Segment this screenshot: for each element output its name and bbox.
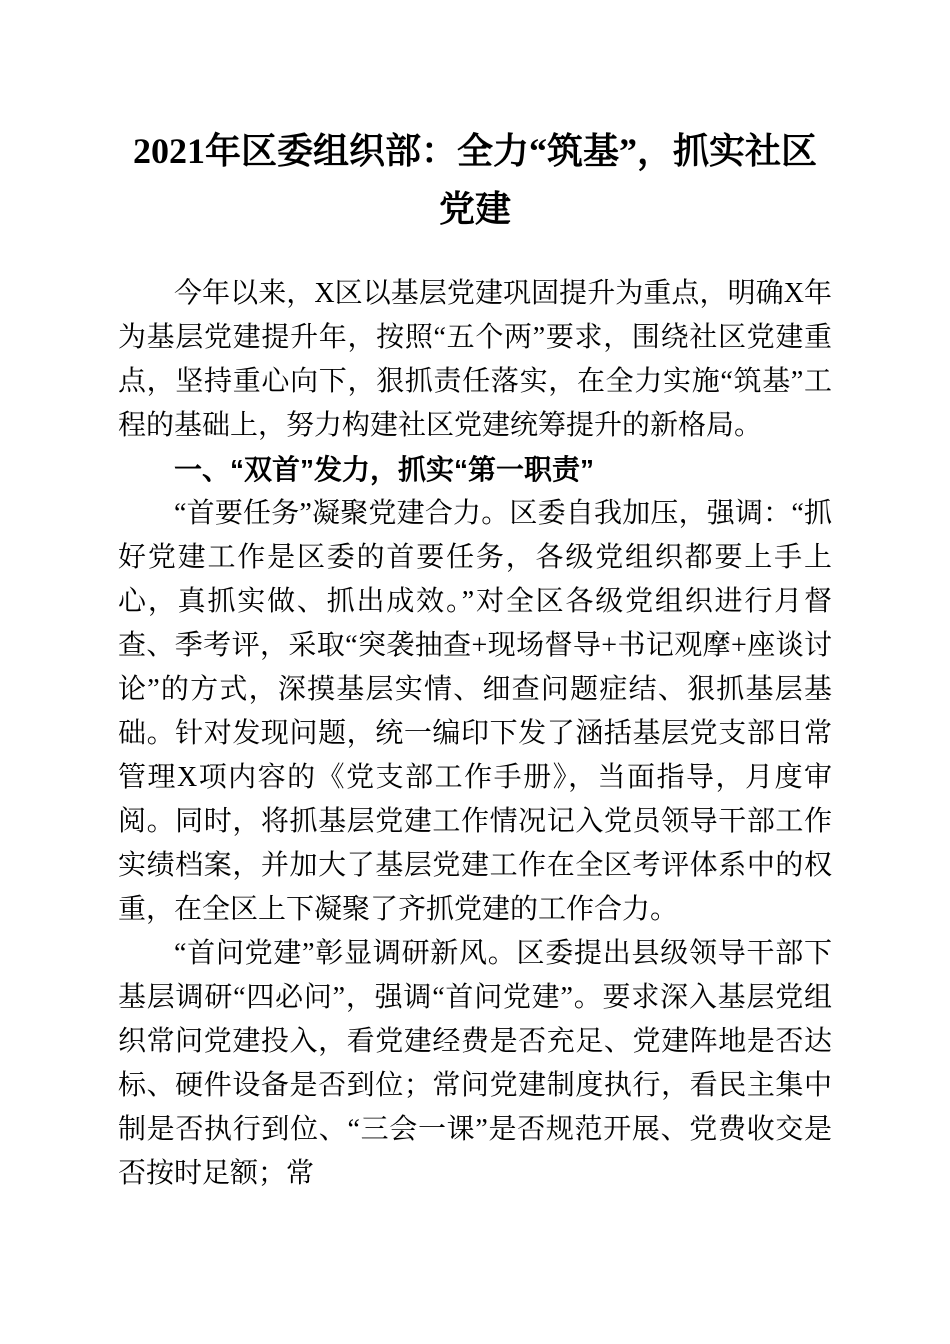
paragraph-first-task: “首要任务”凝聚党建合力。区委自我加压，强调：“抓好党建工作是区委的首要任务，各级党组织都要上手上心，真抓实做、抓出成效。”对全区各级党组织进行月督查、季考评，采取“突袭抽查+现场督导+书记观摩+座谈讨论”的方式，深摸基层实情、细查问题症结、狠抓基层基础。针对发现问题，统一编印下发了涵括基层党支部日常管理X项内容的《党支部工作手册》，当面指导，月度审阅。同时，将抓基层党建工作情况记入党员领导干部工作实绩档案，并加大了基层党建工作在全区考评体系中的权重，在全区上下凝聚了齐抓党建的工作合力。 — [118, 498, 832, 925]
document-title: 2021年区委组织部：全力“筑基”，抓实社区党建 — [132, 131, 817, 229]
paragraph-overview: 今年以来，X区以基层党建巩固提升为重点，明确X年为基层党建提升年，按照“五个两”要求，围绕社区党建重点，坚持重心向下，狠抓责任落实，在全力实施“筑基”工程的基础上，努力构建社区党建统筹提升的新格局。 — [118, 278, 832, 441]
paragraph-first-question: “首问党建”彰显调研新风。区委提出县级领导干部下基层调研“四必问”，强调“首问党建”。要求深入基层党组织常问党建投入，看党建经费是否充足、党建阵地是否达标、硬件设备是否到位；常问党建制度执行，看民主集中制是否执行到位、“三会一课”是否规范开展、党费收交是否按时足额；常 — [118, 938, 832, 1189]
section-heading-1: 一、“双首”发力，抓实“第一职责” — [174, 454, 595, 485]
